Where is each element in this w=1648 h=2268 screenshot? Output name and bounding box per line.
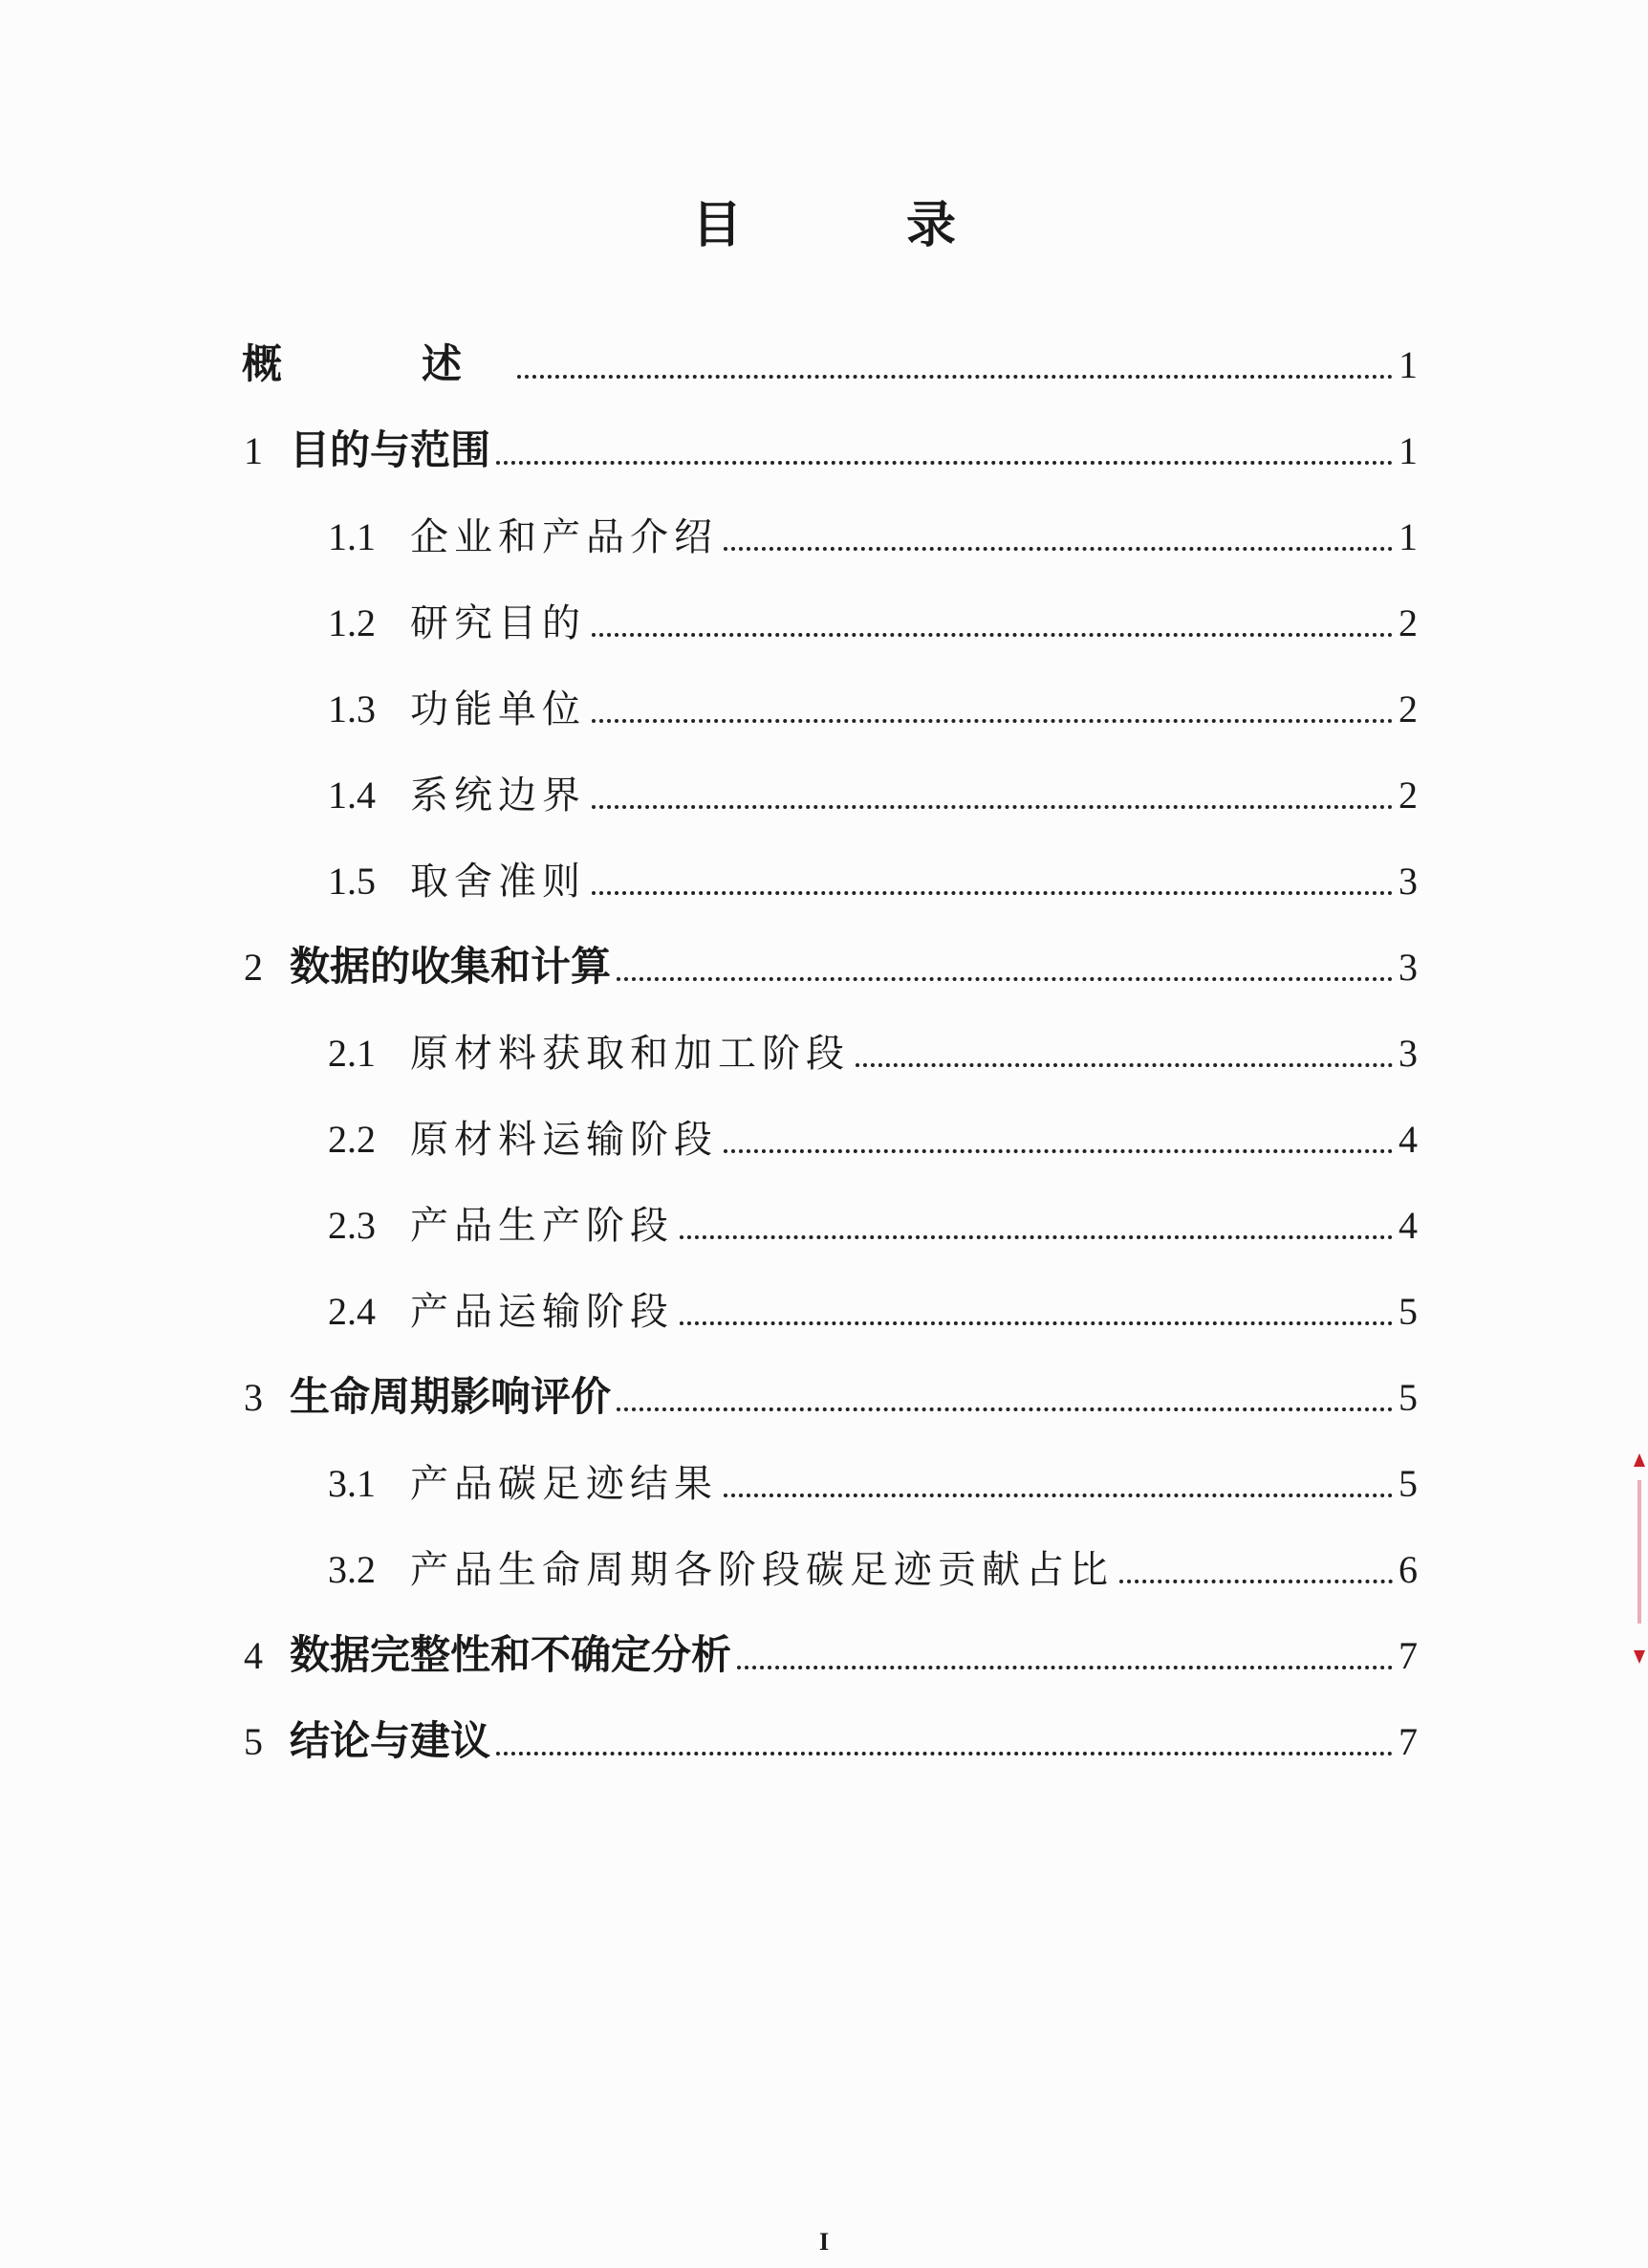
toc-entry <box>242 815 1418 904</box>
toc-entry <box>242 1073 1418 1162</box>
toc-entry-label: 企业和产品介绍 <box>410 515 718 559</box>
toc-entry-number: 3.1 <box>328 1462 376 1505</box>
toc-entry-label: 原材料获取和加工阶段 <box>410 1032 850 1076</box>
toc-entry-number: 2.3 <box>328 1204 376 1247</box>
toc-entry-page: 7 <box>1399 1720 1418 1763</box>
toc-entry <box>242 1589 1418 1678</box>
toc-entry <box>242 1675 1418 1764</box>
toc-entry-page: 4 <box>1399 1118 1418 1161</box>
toc-entry <box>242 1331 1418 1420</box>
toc-entry <box>242 987 1418 1076</box>
toc-entry-label: 产品碳足迹结果 <box>410 1462 718 1506</box>
toc-entry-number: 1.2 <box>328 601 376 644</box>
toc-entry-page: 7 <box>1399 1634 1418 1677</box>
toc-entry <box>242 1417 1418 1506</box>
toc-dot-leader <box>724 1149 1393 1153</box>
toc-entry <box>242 384 1418 473</box>
toc-entry <box>242 298 1418 387</box>
toc-entry-label: 原材料运输阶段 <box>410 1118 718 1162</box>
toc-dot-leader <box>617 977 1393 981</box>
toc-entry <box>242 643 1418 729</box>
toc-entry-page: 1 <box>1399 343 1418 386</box>
toc-dot-leader <box>724 547 1393 551</box>
toc-entry-number: 1 <box>244 429 263 472</box>
toc-entry-page: 3 <box>1399 1032 1418 1075</box>
toc-dot-leader <box>617 1407 1393 1411</box>
toc-entry-label: 数据完整性和不确定分析 <box>290 1631 732 1678</box>
toc-entry-page: 1 <box>1399 429 1418 472</box>
toc-entry-page: 2 <box>1399 601 1418 644</box>
toc-dot-leader <box>1119 1580 1393 1583</box>
toc-entry <box>242 556 1418 643</box>
page-number: I <box>818 2228 830 2256</box>
toc-entry-page: 5 <box>1399 1462 1418 1505</box>
toc-entry-label: 数据的收集和计算 <box>290 943 612 990</box>
toc-dot-leader <box>592 719 1393 723</box>
toc-entry-number: 3.2 <box>328 1548 376 1591</box>
toc-entry-number: 1.3 <box>328 687 376 731</box>
toc-entry-number: 1.4 <box>328 774 376 817</box>
toc-entry-page: 3 <box>1399 860 1418 903</box>
toc-entry-number: 1.1 <box>328 515 376 558</box>
toc-entry-number: 2.1 <box>328 1032 376 1075</box>
toc-entry-label: 生命周期影响评价 <box>290 1373 612 1420</box>
toc-entry-label: 概 述 <box>242 340 512 387</box>
toc-entry-number: 2 <box>244 946 263 989</box>
toc-entry <box>242 470 1418 559</box>
toc-entry-page: 1 <box>1399 515 1418 558</box>
toc-entry-label: 产品生命周期各阶段碳足迹贡献占比 <box>410 1548 1114 1592</box>
toc-dot-leader <box>496 461 1393 465</box>
toc-dot-leader <box>592 633 1393 637</box>
toc-entry-page: 2 <box>1399 687 1418 731</box>
toc-entry-label: 取舍准则 <box>410 860 586 904</box>
toc-entry <box>242 901 1418 990</box>
toc-entry-number: 1.5 <box>328 860 376 903</box>
toc-entry-number: 2.4 <box>328 1290 376 1333</box>
toc-dot-leader <box>592 805 1393 809</box>
toc-entry-label: 系统边界 <box>410 774 586 818</box>
toc-dot-leader <box>737 1666 1393 1669</box>
toc-entry-label: 结论与建议 <box>290 1717 491 1764</box>
toc-list <box>242 298 1418 1764</box>
toc-entry-page: 2 <box>1399 774 1418 817</box>
toc-entry-page: 3 <box>1399 946 1418 989</box>
toc-dot-leader <box>724 1494 1393 1497</box>
toc-entry-number: 3 <box>244 1376 263 1419</box>
toc-entry-number: 2.2 <box>328 1118 376 1161</box>
toc-dot-leader <box>517 375 1393 379</box>
toc-entry-label: 目的与范围 <box>290 426 491 473</box>
toc-entry-page: 4 <box>1399 1204 1418 1247</box>
toc-entry-label: 产品生产阶段 <box>410 1204 674 1248</box>
toc-title: 目 录 <box>691 197 1013 254</box>
toc-dot-leader <box>496 1752 1393 1756</box>
toc-dot-leader <box>680 1235 1393 1239</box>
toc-entry <box>242 1503 1418 1592</box>
toc-entry <box>242 1159 1418 1248</box>
toc-entry <box>242 1245 1418 1334</box>
toc-entry-label: 功能单位 <box>410 687 586 731</box>
toc-entry-number: 5 <box>244 1720 263 1763</box>
toc-entry-page: 6 <box>1399 1548 1418 1591</box>
toc-entry-number: 4 <box>244 1634 263 1677</box>
toc-entry-label: 产品运输阶段 <box>410 1290 674 1334</box>
toc-dot-leader <box>592 891 1393 895</box>
edge-stamp-mark <box>1633 1453 1646 1664</box>
toc-dot-leader <box>680 1321 1393 1325</box>
toc-entry-page: 5 <box>1399 1376 1418 1419</box>
toc-entry-label: 研究目的 <box>410 601 586 645</box>
toc-dot-leader <box>856 1063 1393 1067</box>
toc-entry <box>242 729 1418 818</box>
toc-entry-page: 5 <box>1399 1290 1418 1333</box>
